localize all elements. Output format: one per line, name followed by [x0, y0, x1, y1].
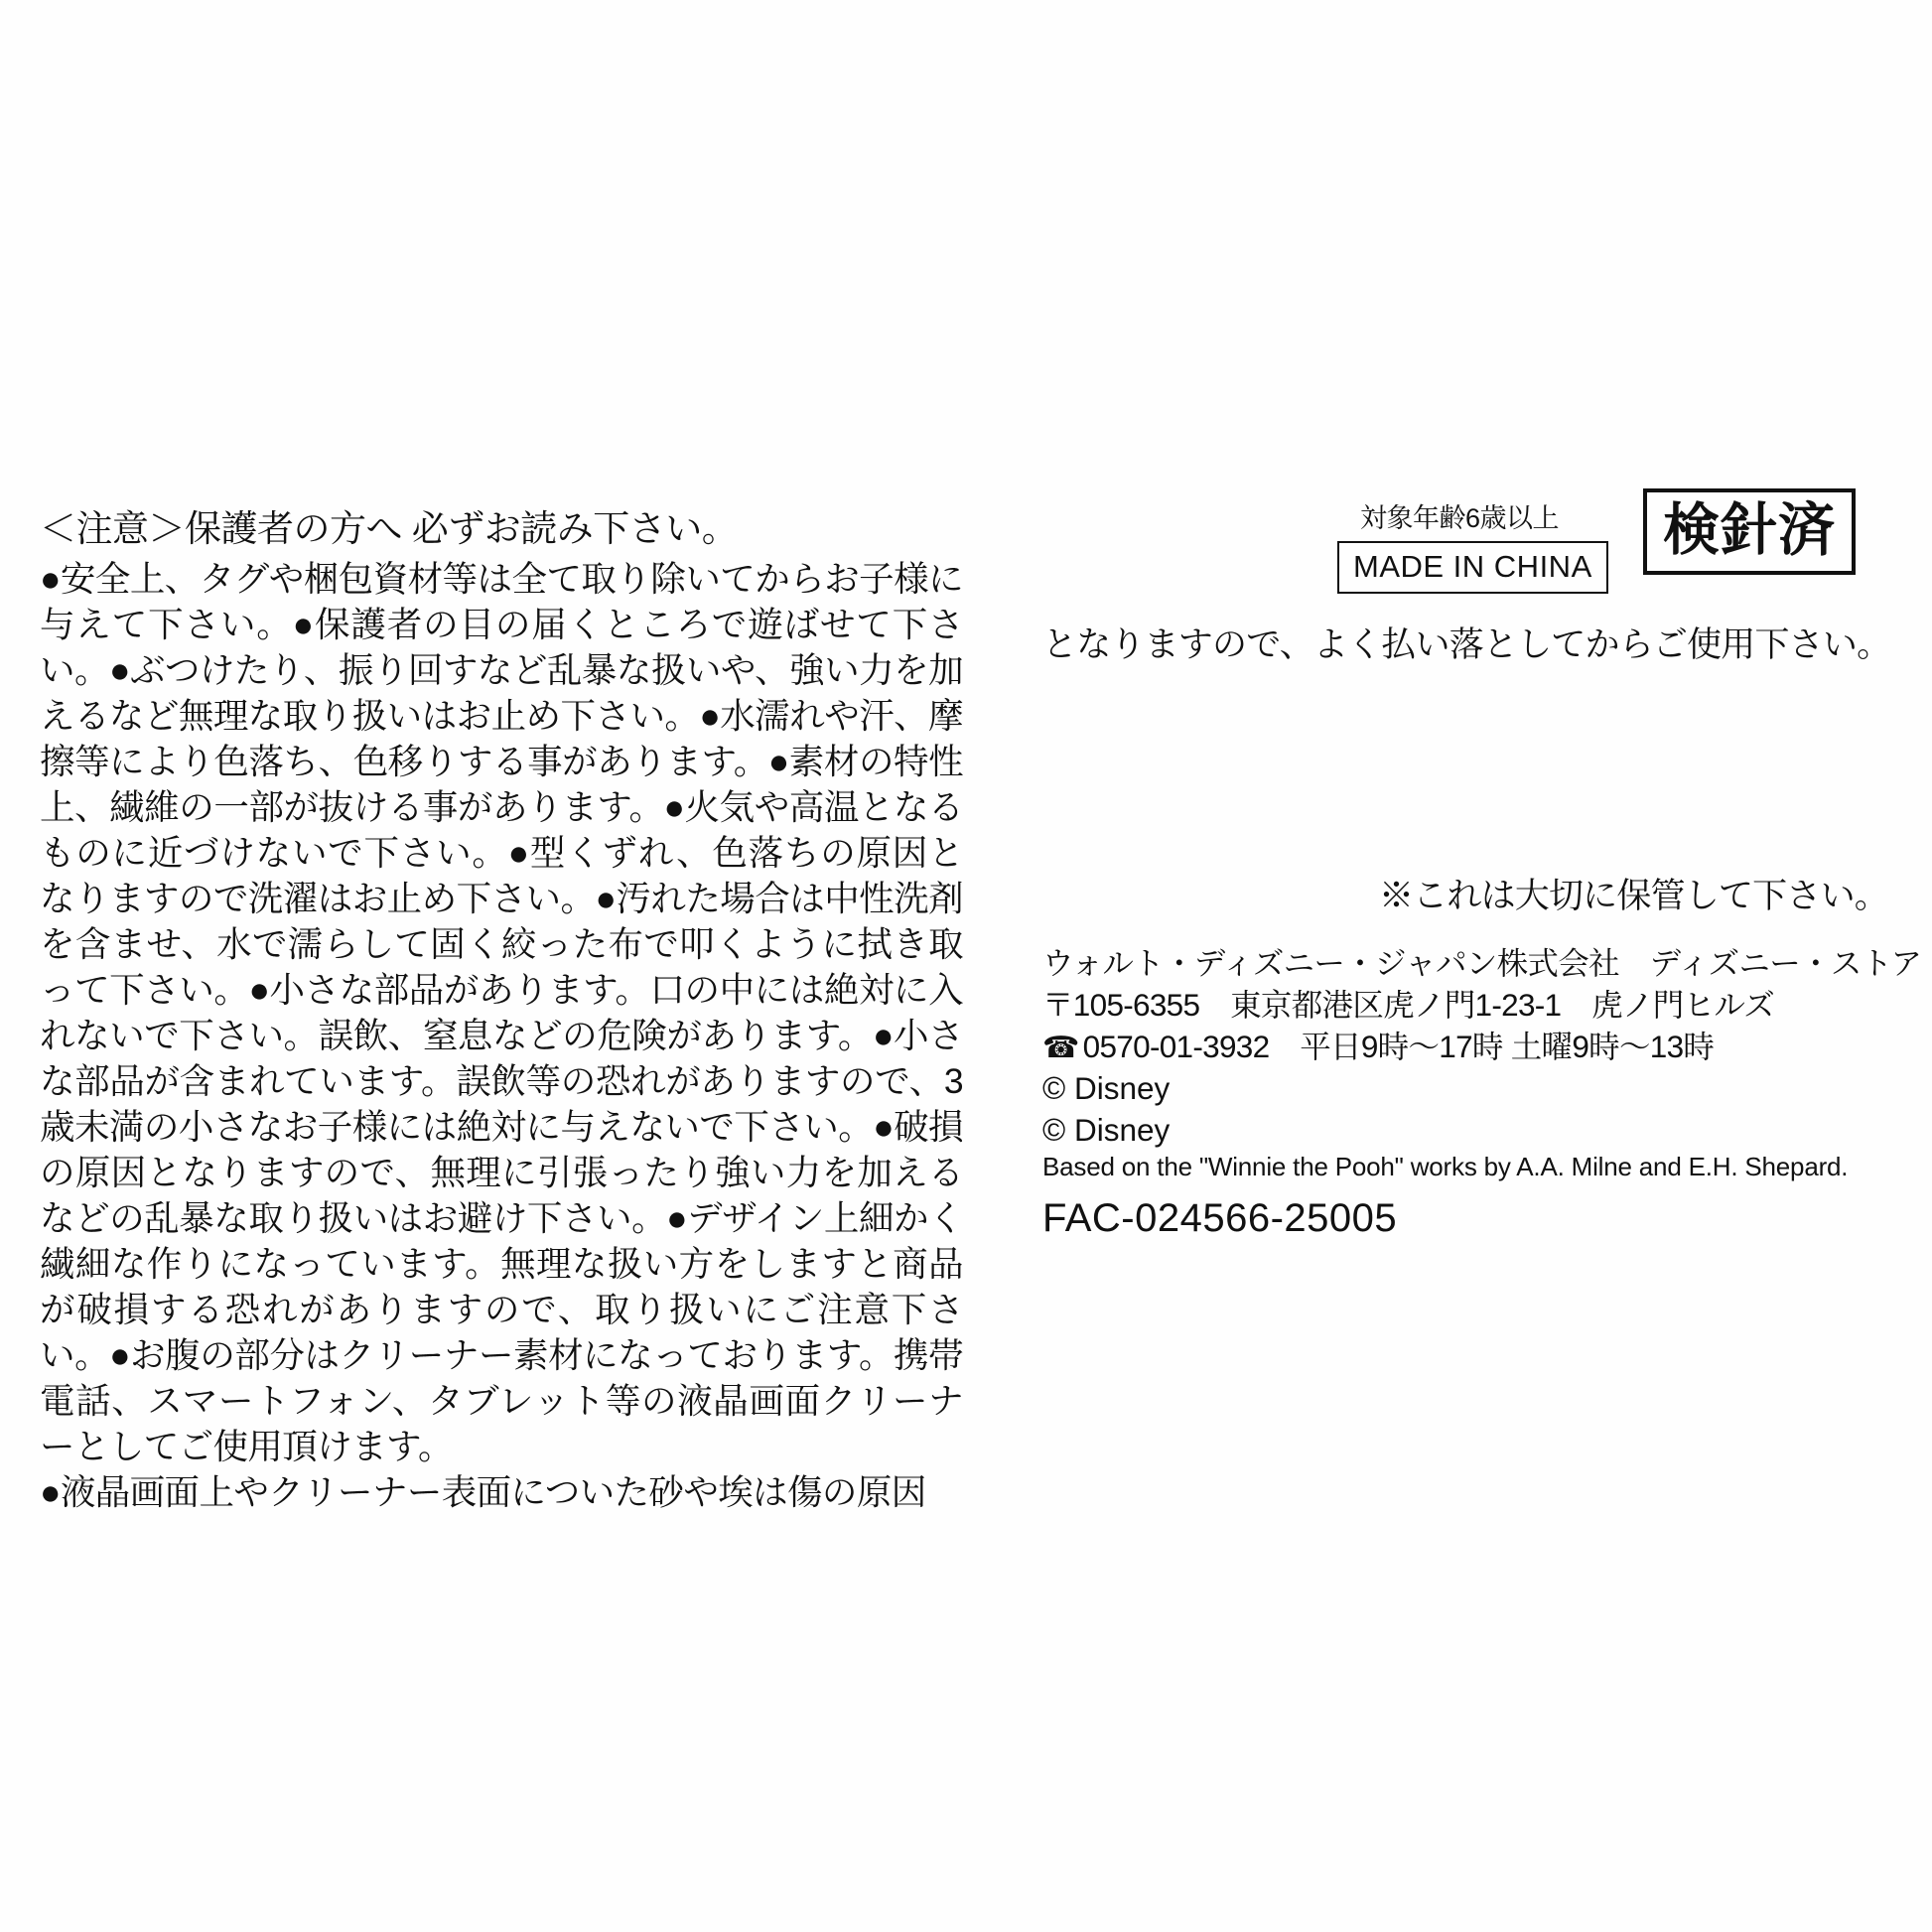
manufacturer-section	[1033, 496, 1922, 1240]
company-info-block	[1042, 943, 1922, 1151]
copyright-line-2: © Disney	[1042, 1111, 1171, 1148]
age-recommendation-label: 対象年齢6歳以上	[1360, 503, 1560, 533]
caution-body-text: ●安全上、タグや梱包資材等は全て取り除いてからお子様に与えて下さい。●保護者の目の届くところで遊ばせて下さい。●ぶつけたり、振り回すなど乱暴な扱いや、強い力を加えるなど無理な取り扱いはお止め下さい。●水濡れや汗、摩擦等により色落ち、色移りする事があります。●素材の特性上、繊維の一部が抜ける事があります。●火気や高温となるものに近づけないで下さい。●型くずれ、色落ちの原因となりますので洗濯はお止め下さい。●汚れた場合は中性洗剤を含ませ、水で濡らして固く絞った布で叩くように拭き取って下さい。●小さな部品があります。口の中には絶対に入れないで下さい。誤飲、窒息などの危険があります。●小さな部品が含まれています。誤飲等の恐れがありますので、3歳未満の小さなお子様には絶対に与えないで下さい。●破損の原因となりますので、無理に引張ったり強い力を加えるなどの乱暴な取り扱いはお避け下さい。●デザイン上細かく繊細な作りになっています。無理な扱い方をしますと商品が破損する恐れがありますので、取り扱いにご注意下さい。●お腹の部分はクリーナー素材になっております。携帯電話、スマートフォン、タブレット等の液晶画面クリーナーとしてご使用頂けます。	[40, 559, 963, 1466]
badge-row	[1033, 496, 1896, 606]
based-on-credit: Based on the "Winnie the Pooh" works by A.A. Milne and E.H. Shepard.	[1042, 1152, 1849, 1181]
caution-heading: ＜注意＞保護者の方へ 必ずお読み下さい。	[40, 508, 739, 549]
caution-section	[40, 506, 963, 1515]
made-in-china-badge: MADE IN CHINA	[1337, 541, 1608, 594]
company-tel-line: 0570-01-3932 平日9時〜17時 土曜9時〜13時	[1082, 1028, 1715, 1064]
fac-code: FAC-024566-25005	[1042, 1196, 1398, 1240]
telephone-icon: ☎	[1042, 1031, 1079, 1064]
needle-inspected-stamp: 検針済	[1643, 488, 1856, 575]
company-name-line: ウォルト・ディズニー・ジャパン株式会社 ディズニー・ストア	[1042, 945, 1922, 981]
caution-continuation-text: となりますので、よく払い落としてからご使用下さい。	[1042, 625, 1891, 664]
company-address-line: 〒105-6355 東京都港区虎ノ門1-23-1 虎ノ門ヒルズ	[1042, 986, 1775, 1023]
company-tel-line-wrapper	[1042, 1027, 1916, 1068]
copyright-line-1: © Disney	[1042, 1069, 1171, 1106]
keep-this-note: ※これは大切に保管して下さい。	[1378, 877, 1888, 915]
caution-tail-text: ●液晶画面上やクリーナー表面についた砂や埃は傷の原因	[40, 1471, 926, 1512]
